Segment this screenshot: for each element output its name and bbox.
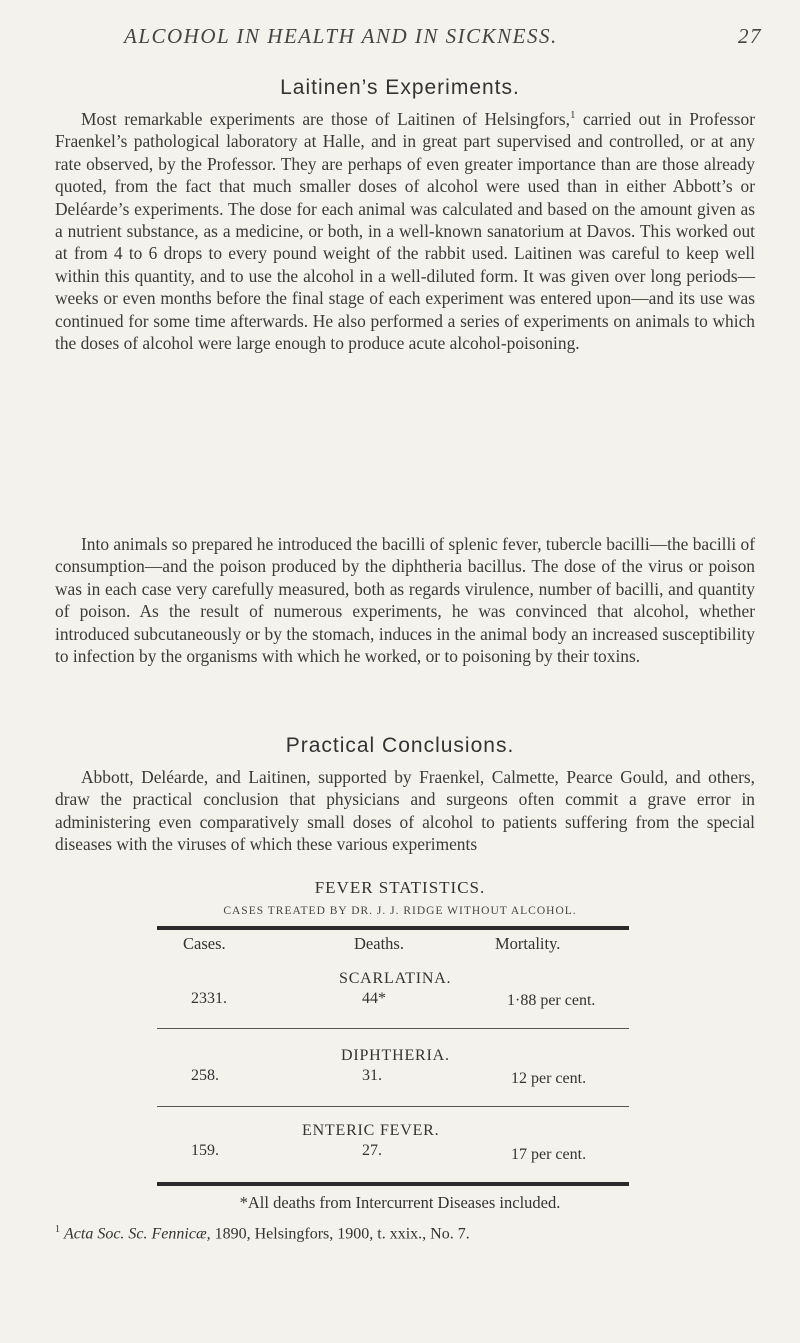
table-top-rule [157,926,629,930]
disease-label: DIPHTHERIA. [341,1047,450,1064]
paragraph-experiments [55,108,755,354]
disease-label: ENTERIC FEVER. [302,1122,440,1139]
cases-cell: 2331. [191,990,227,1007]
table-title: FEVER STATISTICS. [314,878,486,897]
disease-label: SCARLATINA. [339,970,452,987]
section-heading-experiments: Laitinen’s Experiments. [280,76,520,99]
column-header-cases: Cases. [183,934,226,953]
mortality-cell: 12 per cent. [511,1070,587,1087]
paragraph-infection: Into animals so prepared he introduced the bacilli of splenic fever, tubercle bacilli—the bacilli of consumption—and the poison produced by the diphtheria bacillus. The dose of the virus or poison was in each case very carefully measured, both as regards virulence, number of bacilli, and quantity of poison. As the result of numerous experiments, he was convinced that alcohol, whether introduced subcutaneously or by the stomach, induces in the animal body an increased susceptibility to infection by the organisms with which he worked, or to poisoning by their toxins. [55,534,755,667]
cases-cell: 159. [191,1142,219,1159]
running-title: ALCOHOL IN HEALTH AND IN SICKNESS. [124,24,558,48]
deaths-cell: 31. [362,1067,382,1084]
deaths-cell: 27. [362,1142,382,1159]
mortality-cell: 1·88 per cent. [507,992,596,1009]
mortality-cell: 17 per cent. [511,1146,587,1163]
cases-cell: 258. [191,1067,219,1084]
page-footnote [55,1224,470,1243]
table-footnote: *All deaths from Intercurrent Diseases included. [239,1193,561,1212]
paragraph-text: Most remarkable experiments are those of Laitinen of Helsingfors, [81,109,570,129]
row-divider [157,1028,629,1029]
footnote-marker: 1 [55,1224,60,1235]
column-header-deaths: Deaths. [354,934,404,953]
paragraph-text: carried out in Professor Fraenkel’s pathological laboratory at Halle, and in great part supervised and controlled, or at any rate observed, by the Professor. They are perhaps of even greater importance than are those already quoted, from the fact that much smaller doses of alcohol were used than in either Abbott’s or Deléarde’s experiments. The dose for each animal was calculated and based on the amount given as a nutrient substance, as a medicine, or both, in a well-known sanatorium at Davos. This worked out at from 4 to 6 drops to every pound weight of the rabbit used. Laitinen was careful to keep well within this quantity, and to use the alcohol in a well-diluted form. It was given over long periods—weeks or even months before the final stage of each experiment was entered upon—and its use was continued for some time afterwards. He also performed a series of experiments on animals to which the doses of alcohol were large enough to produce acute alcohol-poisoning. [55,109,755,354]
deaths-cell: 44* [362,990,386,1007]
section-heading-conclusions: Practical Conclusions. [285,734,515,757]
paragraph-conclusions: Abbott, Deléarde, and Laitinen, supported by Fraenkel, Calmette, Pearce Gould, and others, draw the practical conclusion that physicians and surgeons often commit a grave error in administering even comparatively small doses of alcohol to patients suffering from the special diseases with the viruses of which these various experiments [55,767,755,855]
page-number: 27 [738,24,762,48]
footnote-reference: 1 [569,109,576,122]
footnote-source: Acta Soc. Sc. Fennicæ, [64,1225,211,1243]
row-divider [157,1106,629,1107]
table-bottom-rule [157,1182,629,1186]
table-subtitle: CASES TREATED BY DR. J. J. RIDGE WITHOUT ALCOHOL. [223,905,577,917]
column-header-mortality: Mortality. [495,934,561,953]
footnote-text: 1890, Helsingfors, 1900, t. xxix., No. 7. [210,1225,470,1243]
running-head [118,24,762,49]
